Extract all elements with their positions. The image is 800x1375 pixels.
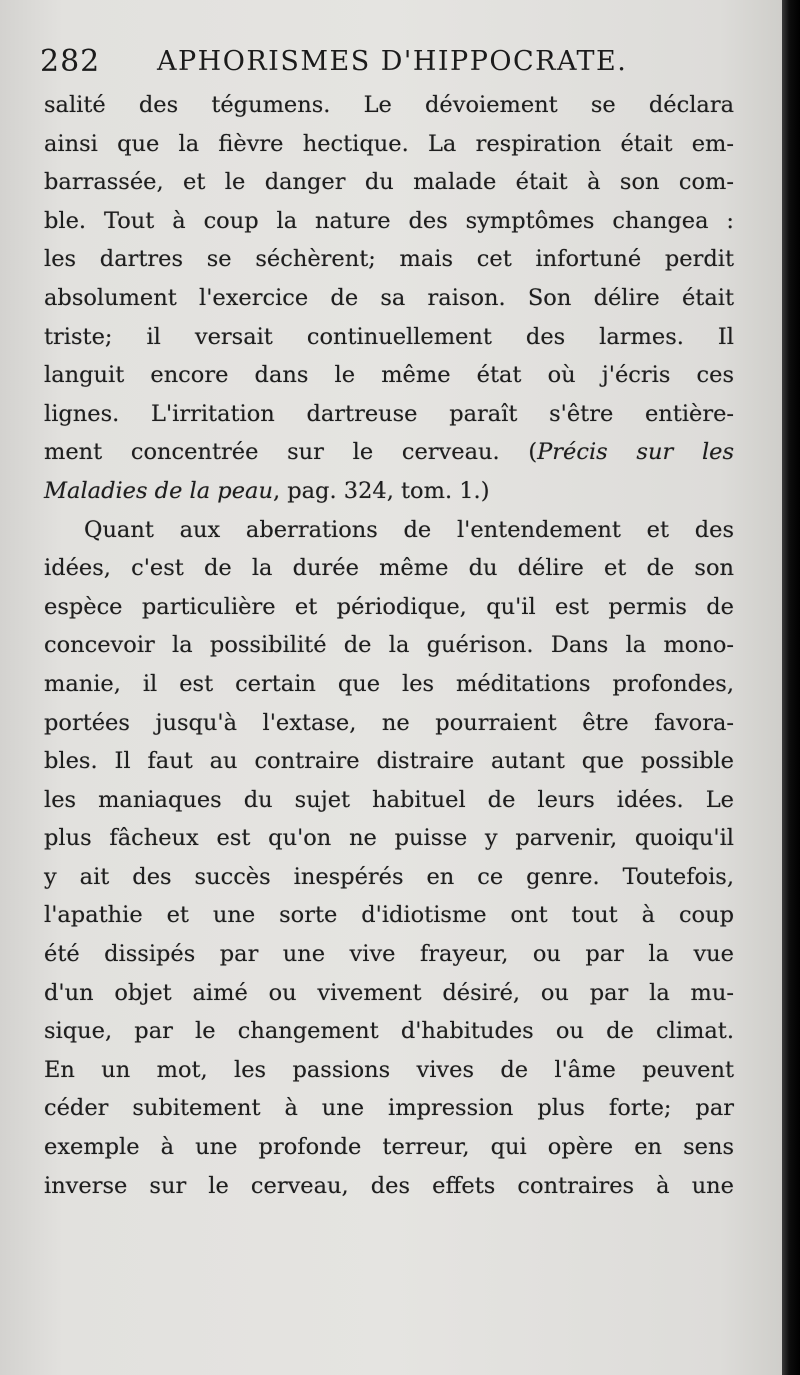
text-line: ainsi que la fièvre hectique. La respiration était em-: [44, 130, 734, 157]
text-line: ble. Tout à coup la nature des symptômes changea :: [44, 207, 734, 234]
text-line: barrassée, et le danger du malade était à son com-: [44, 169, 734, 196]
text-line: y ait des succès inespérés en ce genre. Toutefois,: [44, 863, 734, 890]
book-spine-shadow: [782, 0, 800, 1375]
text-segment: ment concentrée sur le cerveau. (: [44, 439, 538, 466]
text-line: portées jusqu'à l'extase, ne pourraient être favora-: [44, 709, 734, 736]
text-line: lignes. L'irritation dartreuse paraît s'être entière-: [44, 400, 734, 427]
body-text: [44, 86, 734, 1205]
text-line: bles. Il faut au contraire distraire autant que possible: [44, 748, 734, 775]
text-line: céder subitement à une impression plus forte; par: [44, 1095, 734, 1122]
text-line: salité des tégumens. Le dévoiement se déclara: [44, 92, 734, 118]
citation-title: Précis sur les: [537, 439, 734, 466]
text-line: languit encore dans le même état où j'écris ces: [44, 362, 734, 389]
text-line: été dissipés par une vive frayeur, ou par la vue: [44, 941, 734, 968]
text-line: triste; il versait continuellement des larmes. Il: [44, 323, 734, 350]
text-line: plus fâcheux est qu'on ne puisse y parvenir, quoiqu'il: [44, 825, 734, 852]
text-line: les maniaques du sujet habituel de leurs idées. Le: [44, 786, 734, 813]
text-line: d'un objet aimé ou vivement désiré, ou par la mu-: [44, 979, 734, 1006]
page-number: 282: [40, 44, 101, 79]
text-line: manie, il est certain que les méditations profondes,: [44, 670, 734, 697]
text-line: inverse sur le cerveau, des effets contraires à une: [44, 1172, 734, 1199]
text-line: l'apathie et une sorte d'idiotisme ont tout à coup: [44, 902, 734, 929]
text-line: concevoir la possibilité de la guérison. Dans la mono-: [44, 632, 734, 659]
citation-title: Maladies de la peau: [44, 477, 273, 504]
text-line: exemple à une profonde terreur, qui opère en sens: [44, 1134, 734, 1161]
citation-reference: , pag. 324, tom. 1.): [272, 477, 490, 504]
text-line: absolument l'exercice de sa raison. Son délire était: [44, 284, 734, 311]
text-line: sique, par le changement d'habitudes ou de climat.: [44, 1018, 734, 1045]
text-line: En un mot, les passions vives de l'âme peuvent: [44, 1056, 734, 1083]
text-line: idées, c'est de la durée même du délire et de son: [44, 555, 734, 582]
citation-line: [44, 472, 734, 511]
page-header: [40, 44, 740, 88]
text-line: les dartres se séchèrent; mais cet infortuné perdit: [44, 246, 734, 273]
text-line-with-citation: [44, 433, 734, 472]
paragraph-start-line: Quant aux aberrations de l'entendement et des: [84, 516, 734, 543]
running-title: APHORISMES D'HIPPOCRATE.: [157, 46, 628, 77]
text-line: espèce particulière et périodique, qu'il est permis de: [44, 593, 734, 620]
